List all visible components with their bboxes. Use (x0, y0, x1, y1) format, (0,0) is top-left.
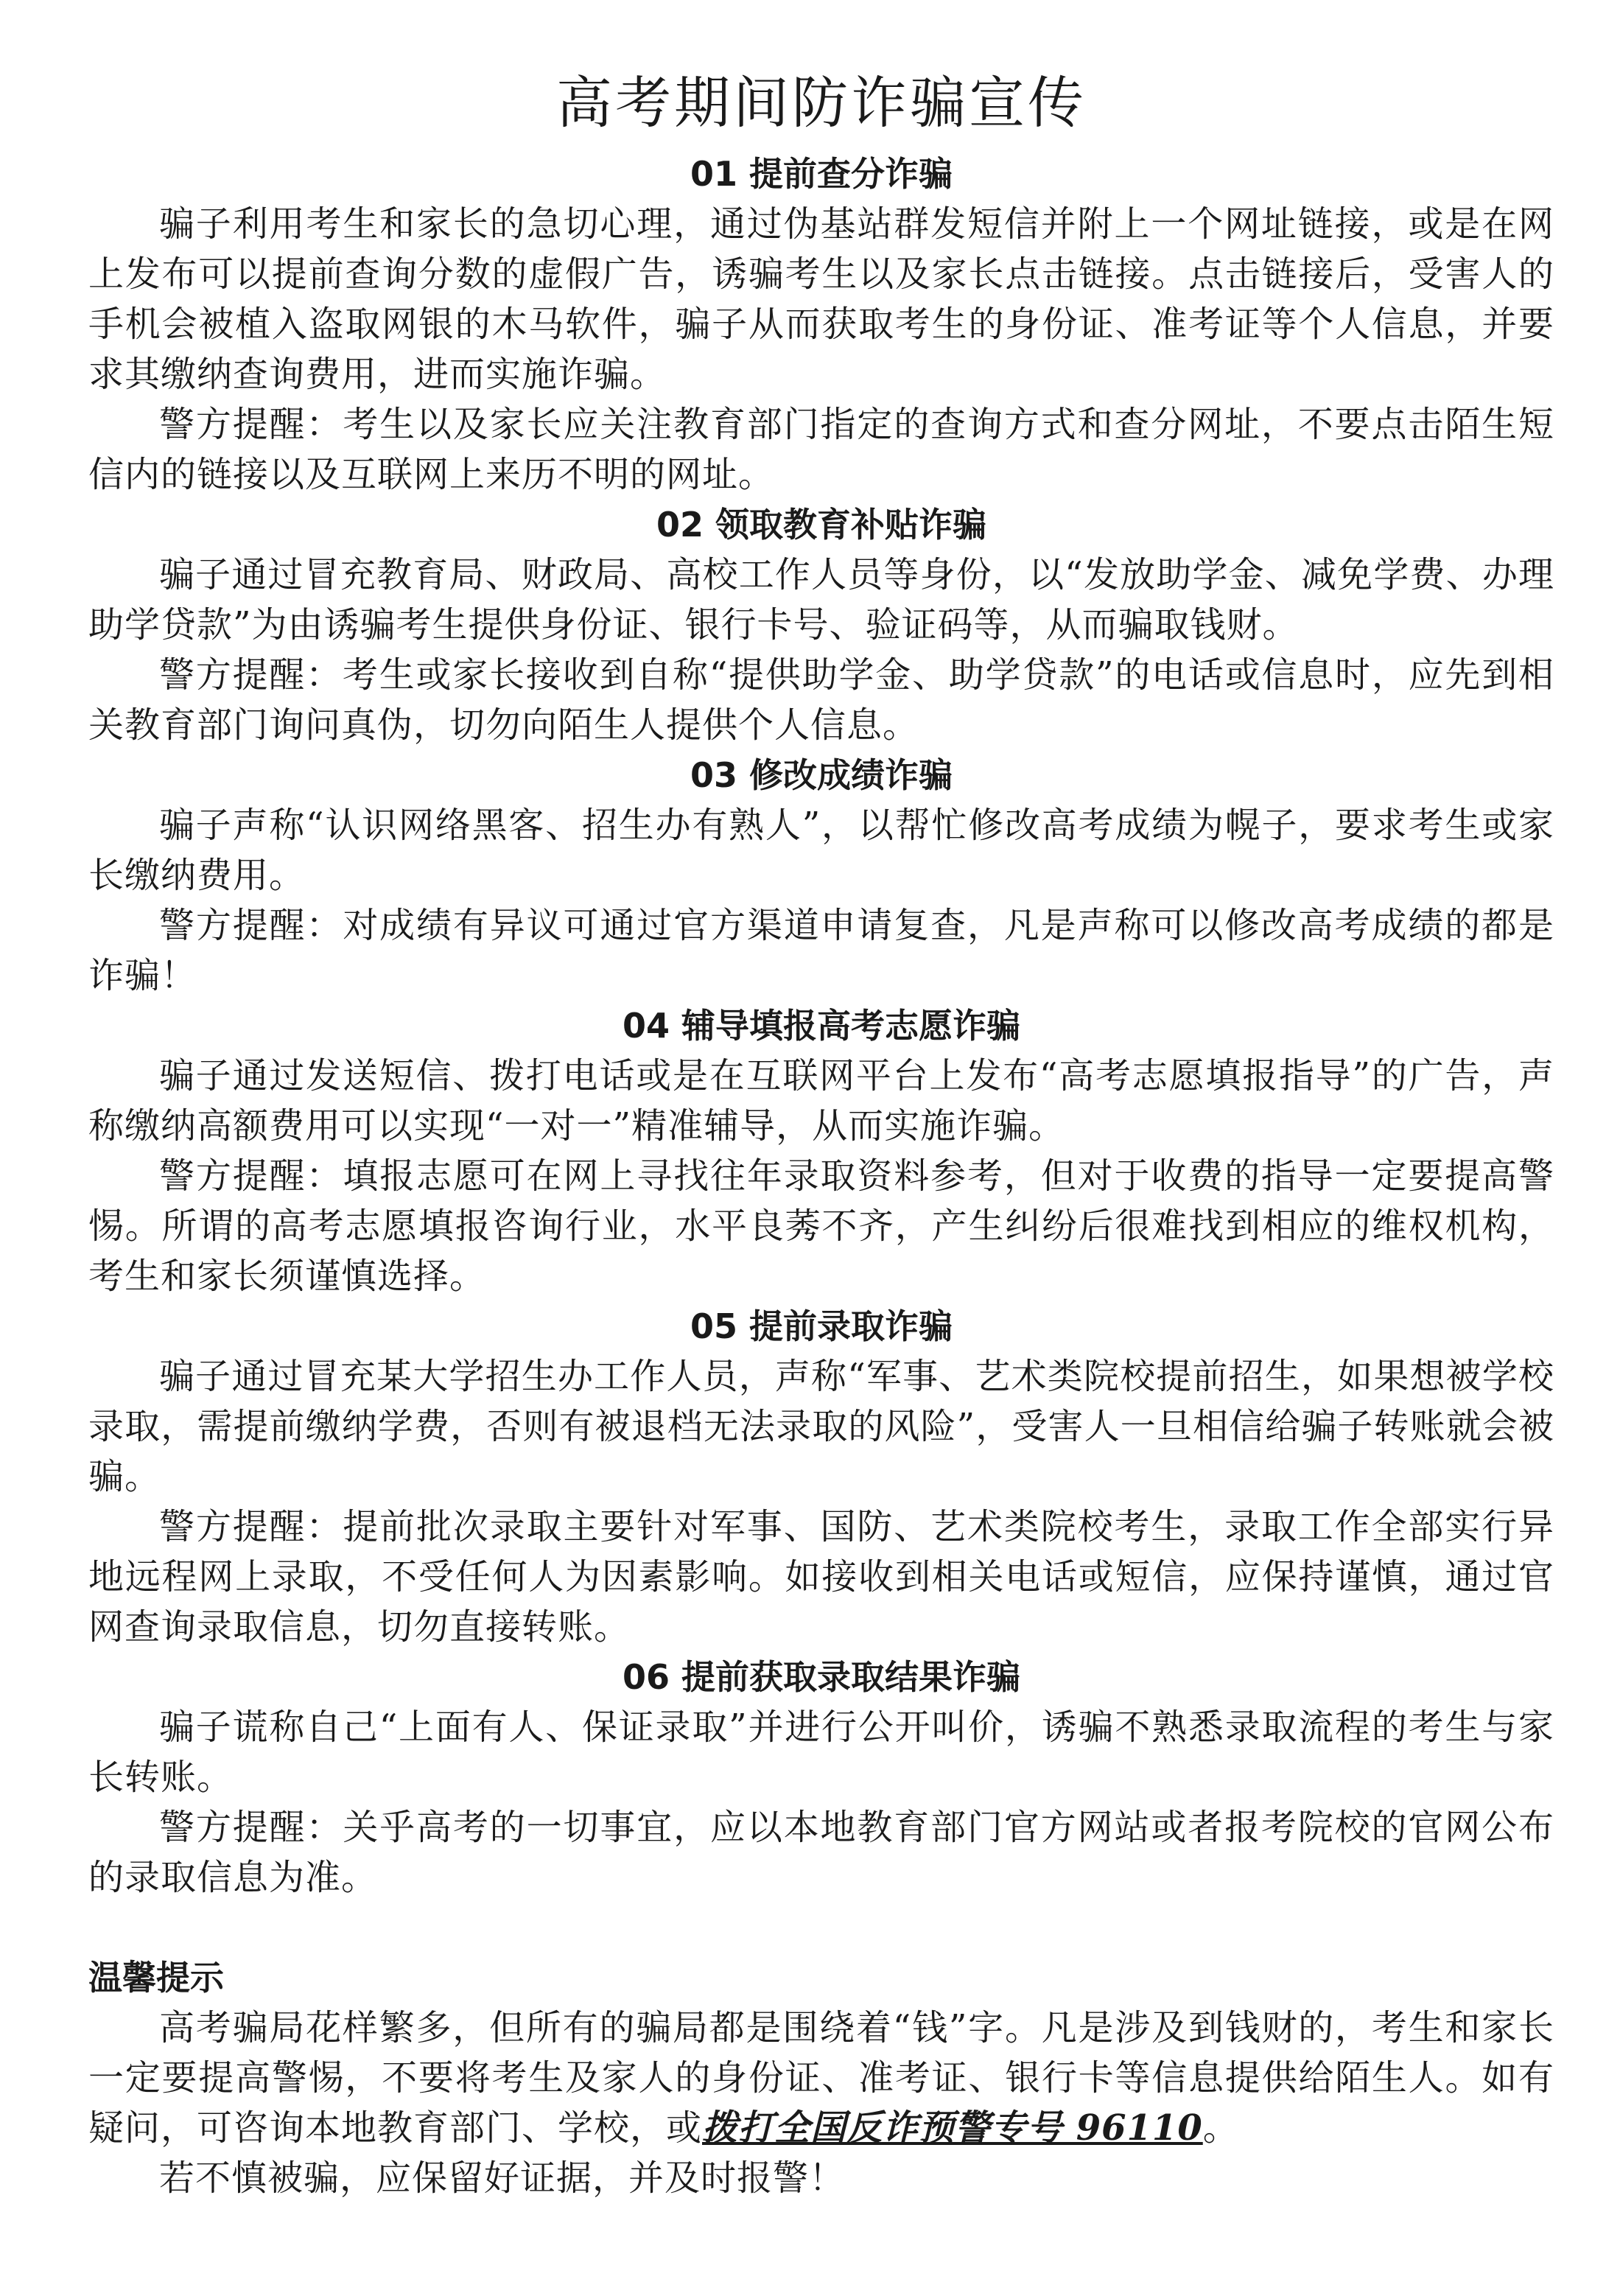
police-reminder: 警方提醒：考生或家长接收到自称“提供助学金、助学贷款”的电话或信息时，应先到相关教育部门询问真伪，切勿向陌生人提供个人信息。 (88, 654, 1554, 746)
section-06 (88, 1652, 1554, 1903)
police-reminder: 警方提醒：提前批次录取主要针对军事、国防、艺术类院校考生，录取工作全部实行异地远程网上录取，不受任何人为因素影响。如接收到相关电话或短信，应保持谨慎，通过官网查询录取信息，切勿直接转账。 (88, 1506, 1554, 1648)
section-03 (88, 750, 1554, 1001)
section-heading: 04 辅导填报高考志愿诈骗 (622, 1006, 1021, 1046)
section-paragraph: 骗子利用考生和家长的急切心理，通过伪基站群发短信并附上一个网址链接，或是在网上发布可以提前查询分数的虚假广告，诱骗考生以及家长点击链接。点击链接后，受害人的手机会被植入盗取网银的木马软件，骗子从而获取考生的身份证、准考证等个人信息，并要求其缴纳查询费用，进而实施诈骗。 (88, 203, 1554, 395)
section-heading: 03 修改成绩诈骗 (690, 755, 953, 795)
section-heading: 06 提前获取录取结果诈骗 (622, 1657, 1021, 1697)
section-02 (88, 500, 1554, 750)
tips-closing: 若不慎被骗，应保留好证据，并及时报警！ (159, 2157, 846, 2199)
tips-paragraph (88, 2003, 1554, 2153)
police-reminder: 警方提醒：对成绩有异议可通过官方渠道申请复查，凡是声称可以修改高考成绩的都是诈骗！ (88, 905, 1554, 996)
document-page (88, 59, 1554, 2203)
section-paragraph: 骗子通过发送短信、拨打电话或是在互联网平台上发布“高考志愿填报指导”的广告，声称缴纳高额费用可以实现“一对一”精准辅导，从而实施诈骗。 (88, 1055, 1554, 1147)
section-heading: 05 提前录取诈骗 (690, 1306, 953, 1346)
section-paragraph: 骗子通过冒充某大学招生办工作人员，声称“军事、艺术类院校提前招生，如果想被学校录取，需提前缴纳学费，否则有被退档无法录取的风险”，受害人一旦相信给骗子转账就会被骗。 (88, 1356, 1554, 1497)
section-01 (88, 149, 1554, 500)
hotline-text: 拨打全国反诈预警专号 96110 (702, 2107, 1203, 2149)
tips-text: 高考骗局花样繁多，但所有的骗局都是围绕着“钱”字。凡是涉及到钱财的，考生和家长一定要提高警惕，不要将考生及家人的身份证、准考证、银行卡等信息提供给陌生人。如有疑问，可咨询本地教育部门、学校，或 (88, 2007, 1554, 2149)
police-reminder: 警方提醒：考生以及家长应关注教育部门指定的查询方式和查分网址，不要点击陌生短信内的链接以及互联网上来历不明的网址。 (88, 404, 1554, 495)
police-reminder: 警方提醒：关乎高考的一切事宜，应以本地教育部门官方网站或者报考院校的官网公布的录取信息为准。 (88, 1807, 1554, 1898)
section-paragraph: 骗子谎称自己“上面有人、保证录取”并进行公开叫价，诱骗不熟悉录取流程的考生与家长转账。 (88, 1707, 1554, 1798)
section-05 (88, 1301, 1554, 1652)
section-04 (88, 1001, 1554, 1301)
section-paragraph: 骗子声称“认识网络黑客、招生办有熟人”，以帮忙修改高考成绩为幌子，要求考生或家长缴纳费用。 (88, 805, 1554, 896)
section-heading: 01 提前查分诈骗 (690, 154, 953, 194)
tips-heading: 温馨提示 (88, 1958, 224, 1998)
document-title: 高考期间防诈骗宣传 (556, 70, 1087, 136)
tips-end-punctuation: 。 (1202, 2107, 1239, 2149)
section-paragraph: 骗子通过冒充教育局、财政局、高校工作人员等身份，以“发放助学金、减免学费、办理助学贷款”为由诱骗考生提供身份证、银行卡号、验证码等，从而骗取钱财。 (88, 554, 1554, 645)
section-heading: 02 领取教育补贴诈骗 (656, 505, 987, 545)
warm-tips (88, 1953, 1554, 2203)
section-gap (88, 1903, 1554, 1953)
police-reminder: 警方提醒：填报志愿可在网上寻找往年录取资料参考，但对于收费的指导一定要提高警惕。所谓的高考志愿填报咨询行业，水平良莠不齐，产生纠纷后很难找到相应的维权机构，考生和家长须谨慎选择。 (88, 1155, 1554, 1297)
